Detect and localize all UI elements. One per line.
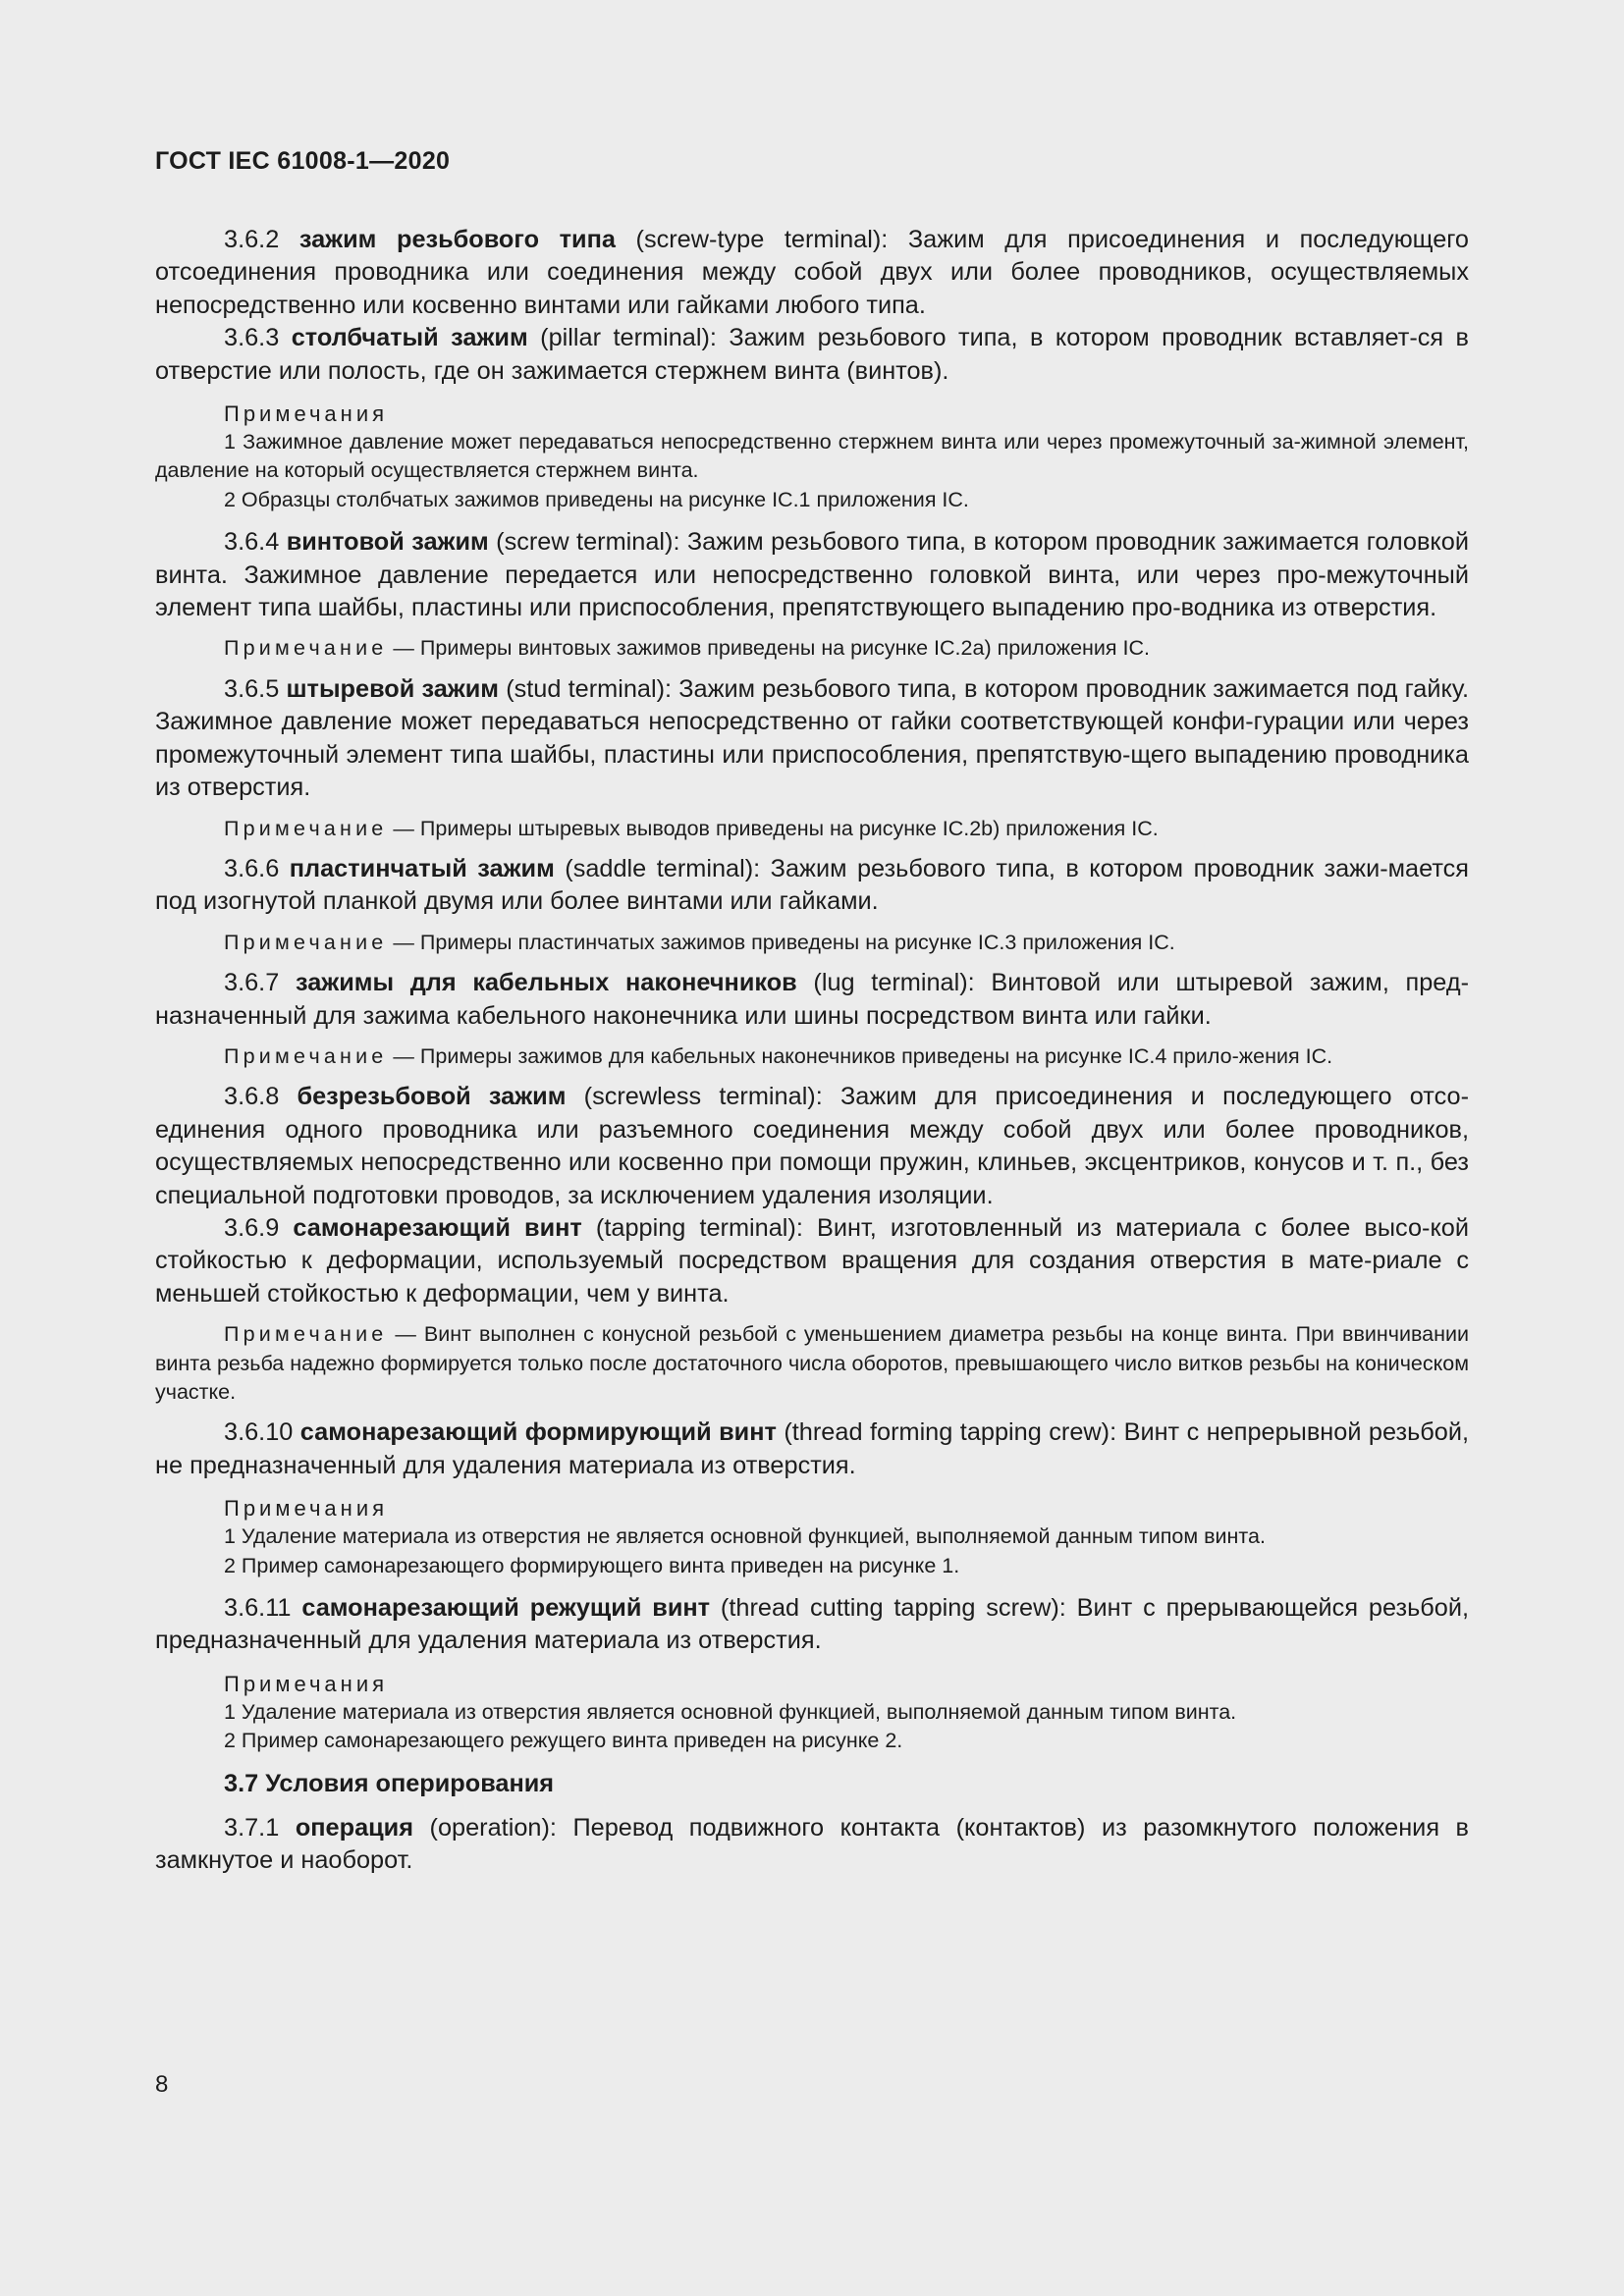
clause-3-6-11: 3.6.11 самонарезающий режущий винт (thread cutting tapping screw): Винт с прерывающейся резьбой, предназначенный для удаления материала из отверстия.	[155, 1594, 1469, 1655]
document-header: ГОСТ IEC 61008-1—2020	[155, 147, 451, 175]
clause-3-6-9: 3.6.9 самонарезающий винт (tapping terminal): Винт, изготовленный из материала с более высо-кой стойкостью к деформации, используемый посредством вращения для создания отверстия в мате-риале с меньшей стойкостью к деформации, чем у винта.	[155, 1213, 1469, 1308]
page-number: 8	[155, 2071, 169, 2098]
term: пластинчатый зажим	[289, 854, 555, 882]
note-item: 1 Зажимное давление может передаваться непосредственно стержнем винта или через промежуточный за-жимной элемент, давление на который осуществляется стержнем винта.	[155, 430, 1469, 483]
clause-3-6-6: 3.6.6 пластинчатый зажим (saddle terminal): Зажим резьбового типа, в котором проводник зажи-мается под изогнутой планкой двумя или более винтами или гайками.	[155, 854, 1469, 916]
notes-heading: Примечания	[224, 1496, 389, 1522]
term: самонарезающий винт	[293, 1213, 582, 1242]
term: винтовой зажим	[286, 528, 489, 557]
term: столбчатый зажим	[291, 324, 528, 352]
clause-3-6-10: 3.6.10 самонарезающий формирующий винт (thread forming tapping crew): Винт с непрерывной резьбой, не предназначенный для удаления материала из отверстия.	[155, 1418, 1469, 1479]
section-heading-3-7: 3.7 Условия оперирования	[224, 1769, 555, 1797]
note-item: 1 Удаление материала из отверстия является основной функцией, выполняемой данным типом винта.	[224, 1699, 1237, 1724]
note-item: Примечание — Винт выполнен с конусной резьбой с уменьшением диаметра резьбы на конце винта. При ввинчивании винта резьба надежно формируется только после достаточного числа оборотов, превышающего число витков резьбы на коническом участке.	[155, 1322, 1469, 1404]
term: штыревой зажим	[286, 674, 499, 703]
clause-3-6-5: 3.6.5 штыревой зажим (stud terminal): Зажим резьбового типа, в котором проводник зажимается под гайку. Зажимное давление может передаваться непосредственно от гайки соответствующей конфи-гурации или через промежуточный элемент типа шайбы, пластины или приспособления, препятствую-щего выпадению проводника из отверстия.	[155, 674, 1470, 802]
clause-3-7-1: 3.7.1 операция (operation): Перевод подвижного контакта (контактов) из разомкнутого положения в замкнутое и наоборот.	[155, 1814, 1469, 1875]
note-item: 2 Пример самонарезающего режущего винта приведен на рисунке 2.	[224, 1729, 903, 1753]
term: самонарезающий формирующий винт	[299, 1418, 777, 1447]
term: самонарезающий режущий винт	[301, 1594, 711, 1623]
notes-heading: Примечания	[224, 1671, 389, 1696]
clause-3-6-7: 3.6.7 зажимы для кабельных наконечников (lug terminal): Винтовой или штыревой зажим, пред-назначенный для зажима кабельного наконечника или шины посредством винта или гайки.	[155, 969, 1470, 1030]
note-item: Примечание — Примеры винтовых зажимов приведены на рисунке IC.2a) приложения IC.	[224, 636, 1150, 661]
clause-3-6-2: 3.6.2 зажим резьбового типа (screw-type terminal): Зажим для присоединения и последующего отсоединения проводника или соединения между собой двух или более проводников, осуществляемых непосредственно или косвенно винтами или гайками любого типа.	[155, 226, 1470, 319]
note-item: Примечание — Примеры штыревых выводов приведены на рисунке IC.2b) приложения IC.	[224, 816, 1159, 840]
note-item: Примечание — Примеры пластинчатых зажимов приведены на рисунке IC.3 приложения IC.	[224, 930, 1175, 954]
note-item: Примечание — Примеры зажимов для кабельных наконечников приведены на рисунке IC.4 прило-жения IC.	[224, 1043, 1333, 1068]
document-body	[155, 224, 1469, 1878]
term: безрезьбовой зажим	[297, 1083, 567, 1111]
note-item: 2 Образцы столбчатых зажимов приведены на рисунке IC.1 приложения IC.	[224, 487, 969, 511]
term: зажим резьбового типа	[298, 226, 616, 253]
clause-3-6-4: 3.6.4 винтовой зажим (screw terminal): Зажим резьбового типа, в котором проводник зажимается головкой винта. Зажимное давление передается или непосредственно головкой винта, или через про-межуточный элемент типа шайбы, пластины или приспособления, препятствующего выпадению про-водника из отверстия.	[155, 528, 1469, 622]
note-item: 1 Удаление материала из отверстия не является основной функцией, выполняемой данным типом винта.	[224, 1524, 1266, 1549]
clause-3-6-3: 3.6.3 столбчатый зажим (pillar terminal): Зажим резьбового типа, в котором проводник вставляет-ся в отверстие или полость, где он зажимается стержнем винта (винтов).	[155, 324, 1469, 385]
note-item: 2 Пример самонарезающего формирующего винта приведен на рисунке 1.	[224, 1553, 960, 1577]
clause-3-6-8: 3.6.8 безрезьбовой зажим (screwless terminal): Зажим для присоединения и последующего отсо-единения одного проводника или разъемного соединения между собой двух или более проводников, осуществляемых непосредственно или косвенно при помощи пружин, клиньев, эксцентриков, конусов и т. п., без специальной подготовки проводов, за исключением удаления изоляции.	[155, 1083, 1469, 1209]
term: операция	[295, 1814, 413, 1842]
term: зажимы для кабельных наконечников	[295, 969, 797, 997]
notes-heading: Примечания	[224, 401, 389, 427]
